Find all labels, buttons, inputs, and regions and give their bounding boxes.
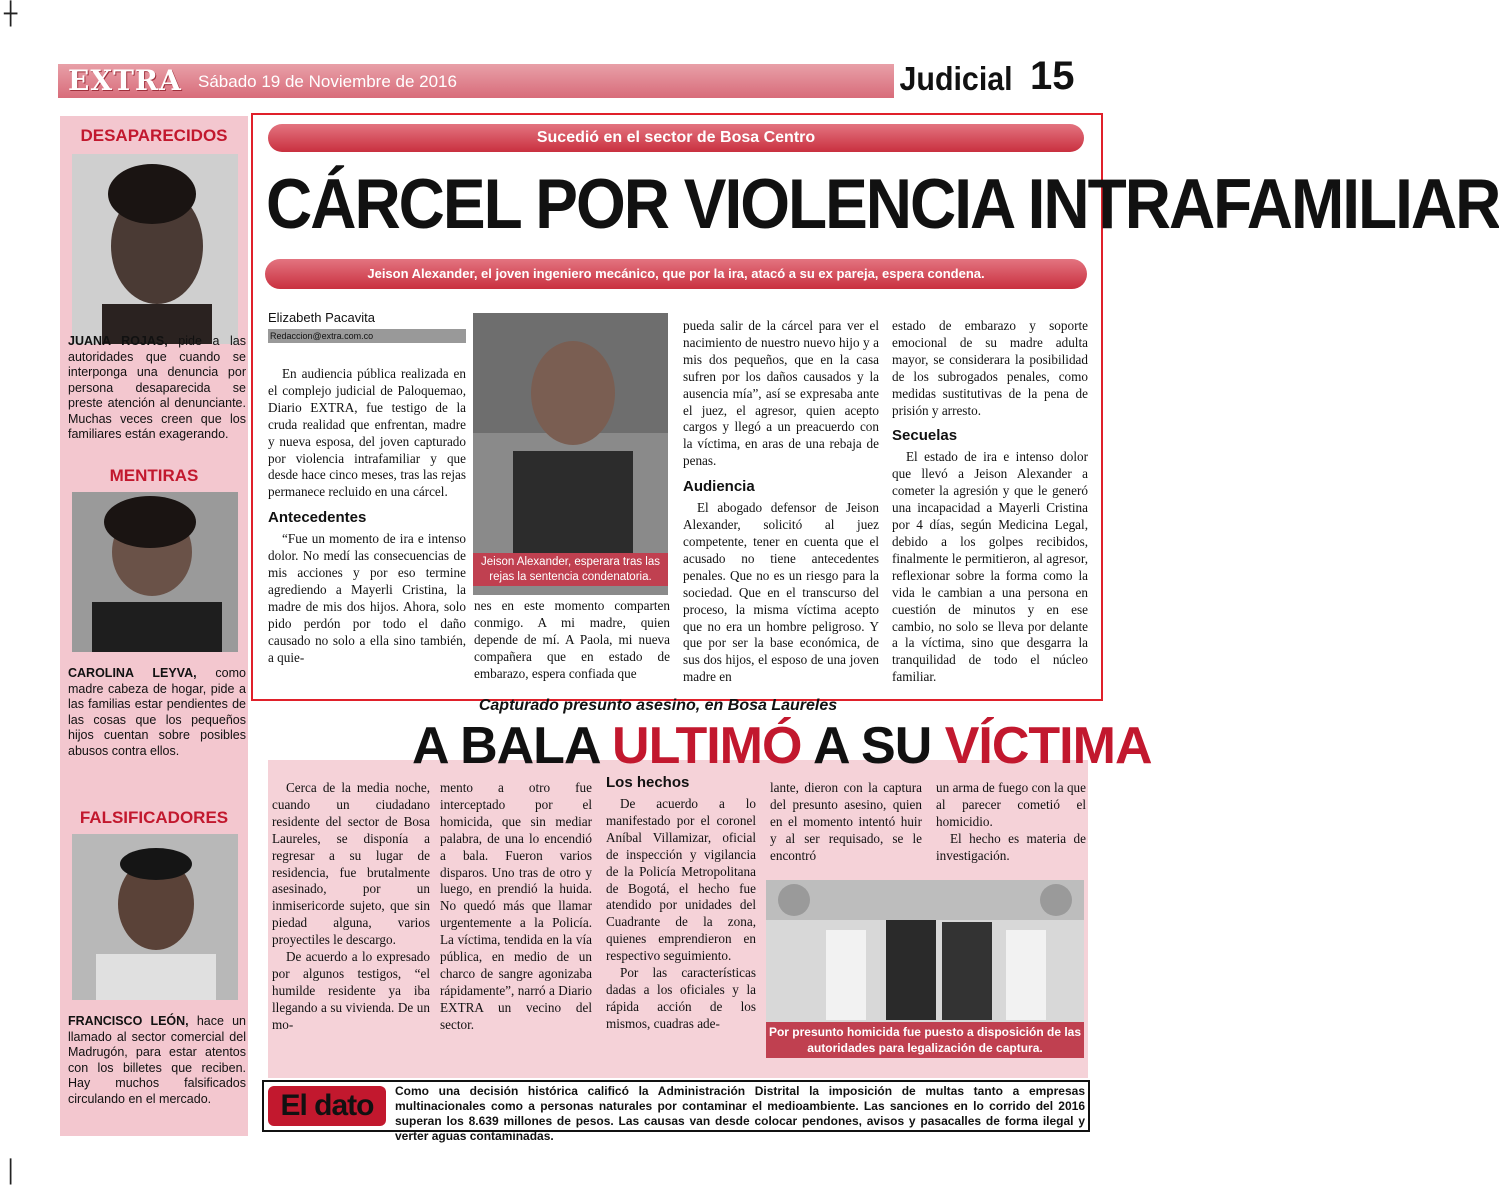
- photo-juana-rojas: [72, 154, 238, 344]
- person-name: CAROLINA LEYVA,: [68, 666, 197, 680]
- masthead: [58, 54, 1088, 102]
- headline-part: A BALA: [412, 717, 613, 775]
- story2-column-3: [606, 772, 756, 1033]
- el-dato-label: El dato: [268, 1086, 386, 1126]
- paragraph: lante, dieron con la captura del presunto asesino, quien en el momento intentó huir y al ser requisado, se le encontró: [770, 780, 922, 863]
- headline-part: A SU: [801, 717, 945, 775]
- crop-mark-bottom: │: [4, 1160, 18, 1185]
- story1-headline: CÁRCEL POR VIOLENCIA INTRAFAMILIAR: [266, 164, 1499, 244]
- paragraph: un arma de fuego con la que al parecer cometió el homicidio.: [936, 780, 1086, 829]
- subhead-audiencia: Audiencia: [683, 478, 755, 496]
- crop-mark-top: ┼: [4, 2, 18, 27]
- story1-column-4: [892, 318, 1088, 686]
- sidebar-heading-mentiras: MENTIRAS: [109, 466, 199, 485]
- paragraph: nes en este momento comparten conmigo. A mi madre, quien depende de mí. A Paola, mi nueva compañera que en estado de embarazo, espera confiada que: [474, 598, 670, 681]
- story1-column-2: [474, 598, 670, 683]
- photo-francisco-leon: [72, 834, 238, 1000]
- paragraph: De acuerdo a lo manifestado por el coronel Aníbal Villamizar, oficial de inspección y vigilancia de la Policía Metropolitana de Bogotá, el hecho fue atendido por unidades del Cuadrante de la zona, quienes emprendieron en respectivo seguimiento.: [606, 796, 756, 964]
- paragraph: pueda salir de la cárcel para ver el nacimiento de nuestro nuevo hijo y a mis dos pequeños, que en la casa sufren por los daños causados y la ausencia mía”, así se expresaba ante el juez, el agresor, quien acepto cargos y llegó a un preacuerdo con la víctima, en aras de una rebaja de penas.: [683, 318, 879, 469]
- page-number: 15: [1030, 54, 1075, 98]
- story2-headline: [412, 714, 1152, 778]
- el-dato-text: Como una decisión histórica calificó la Administración Distrital la imposición de multas tanto a empresas multinacionales como a personas naturales por contaminar el medioambiente. Las sanciones en lo corrido del 2016 superan los 8.639 millones de pesos. Las causas van desde colocar pendones, avisos y pasacalles de forma ilegal y verter aguas contaminadas.: [395, 1084, 1085, 1143]
- sidebar-text-mentiras: [68, 666, 246, 759]
- issue-date: Sábado 19 de Noviembre de 2016: [198, 72, 457, 91]
- portrait-woman-icon: [72, 492, 238, 652]
- portrait-woman-icon: [72, 154, 238, 344]
- sidebar-heading-desaparecidos: DESAPARECIDOS: [80, 126, 228, 145]
- paragraph: El hecho es materia de investigación.: [936, 830, 1086, 863]
- paragraph: Por las características dadas a los oficiales y la rápida acción de los mismos, cuadras ade-: [606, 965, 756, 1031]
- person-name: JUANA ROJAS,: [68, 334, 168, 348]
- story1-column-1: [268, 366, 466, 667]
- subhead-antecedentes: Antecedentes: [268, 509, 367, 527]
- newspaper-logo: EXTRA: [68, 64, 182, 97]
- byline: Elizabeth Pacavita: [268, 310, 375, 325]
- story2-column-1: [272, 780, 430, 1034]
- subhead-los-hechos: Los hechos: [606, 774, 690, 791]
- photo1-caption: Jeison Alexander, esperara tras las rejas la sentencia condenatoria.: [473, 553, 668, 586]
- person-statement: pide a las autoridades que cuando se interponga una denuncia por persona desaparecida se preste atención al denunciante. Muchas veces creen que los familiares están exagerando.: [68, 334, 247, 441]
- story1-deck: Jeison Alexander, el joven ingeniero mecánico, que por la ira, atacó a su ex pareja, espera condena.: [265, 259, 1087, 289]
- person-name: FRANCISCO LEÓN,: [68, 1014, 189, 1028]
- headline-part-red: ULTIMÓ: [612, 717, 802, 775]
- paragraph: El abogado defensor de Jeison Alexander, solicitó al juez competente, tener en cuenta que el acusado no tiene antecedentes penales. Que no es un riesgo para la sociedad. Que en el transcurso del proceso, la misma víctima acepto que no era un hombre peligroso. Y que por ser la base económica, de sus dos hijos, el esposo de una joven madre en: [683, 500, 879, 685]
- paragraph: En audiencia pública realizada en el complejo judicial de Paloquemao, Diario EXTRA, fue testigo de la cruda realidad que enfrentan, madre y nueva esposa, del joven capturado por violencia intrafamiliar y que desde hace cinco meses, tras las rejas permanece recluido en una cárcel.: [268, 366, 466, 500]
- sidebar-heading-falsificadores: FALSIFICADORES: [79, 808, 229, 827]
- section-title: Judicial: [894, 60, 1018, 98]
- story2-kicker: Capturado presunto asesino, en Bosa Laureles: [478, 697, 838, 714]
- portrait-man-icon: [72, 834, 238, 1000]
- subhead-secuelas: Secuelas: [892, 427, 958, 445]
- story2-column-4: [770, 780, 922, 865]
- paragraph: “Fue un momento de ira e intenso dolor. No medí las consecuencias de mis acciones y por eso termine agrediendo a Mayerli Cristina, la madre de mis dos hijos. Ahora, solo pido perdón por todo el daño causado no solo a ella sino también, a quie-: [268, 531, 466, 665]
- sidebar: [60, 116, 248, 1136]
- story1-column-3: [683, 318, 879, 686]
- story2-column-5: [936, 780, 1086, 865]
- paragraph: De acuerdo a lo expresado por algunos testigos, “el humilde residente ya iba llegando a su vivienda. De un mo-: [272, 949, 430, 1032]
- sidebar-text-falsificadores: [68, 1014, 246, 1107]
- photo2-caption: Por presunto homicida fue puesto a disposición de las autoridades para legalización de captura.: [766, 1022, 1084, 1058]
- story2-column-2: [440, 780, 592, 1034]
- byline-email: Redaccion@extra.com.co: [268, 329, 466, 343]
- photo-carolina-leyva: [72, 492, 238, 652]
- sidebar-text-desaparecidos: [68, 334, 246, 443]
- story1-kicker: Sucedió en el sector de Bosa Centro: [268, 124, 1084, 152]
- person-statement: hace un llamado al sector comercial del Madrugón, para estar atentos con los billetes que reciben. Hay muchos falsificados circulando en el mercado.: [68, 1014, 246, 1106]
- person-statement: como madre cabeza de hogar, pide a las familias estar pendientes de las cosas que los pequeños hijos cuentan sobre posibles abusos contra ellos.: [68, 666, 246, 758]
- paragraph: El estado de ira e intenso dolor que llevó a Jeison Alexander a cometer la agresión y que le generó una incapacidad a Mayerli Cristina por 4 días, según Medicina Legal, debido a los golpes recibidos, finalmente le permitieron, al agresor, reflexionar sobre la forma como la vida le cambian a una persona en cuestión de minutos y en ese cambio, no solo se lleva por delante a la víctima, sino que desgarra la tranquilidad de todo el núcleo familiar.: [892, 449, 1088, 685]
- paragraph: mento a otro fue interceptado por el homicida, que sin mediar palabra, de una lo encendió a bala. Fueron varios disparos. Uno tras de otro y luego, en prendió la huida. No quedó más que llamar urgentemente a la Policía. La víctima, tendida en la vía pública, en medio de un charco de sangre agonizaba rápidamente”, narró a Diario EXTRA un vecino del sector.: [440, 780, 592, 1032]
- paragraph: estado de embarazo y soporte emocional de su madre adulta mayor, se considerara la posibilidad de los subrogados penales, como medidas sustitutivas de la pena de prisión y arresto.: [892, 318, 1088, 418]
- headline-part-red: VÍCTIMA: [944, 717, 1152, 775]
- paragraph: Cerca de la media noche, cuando un ciudadano residente del sector de Bosa Laureles, se disponía a regresar a su lugar de residencia, fue brutalmente asesinado, por un inmisericorde sujeto, que sin piedad alguna, varios proyectiles le descargo.: [272, 780, 430, 948]
